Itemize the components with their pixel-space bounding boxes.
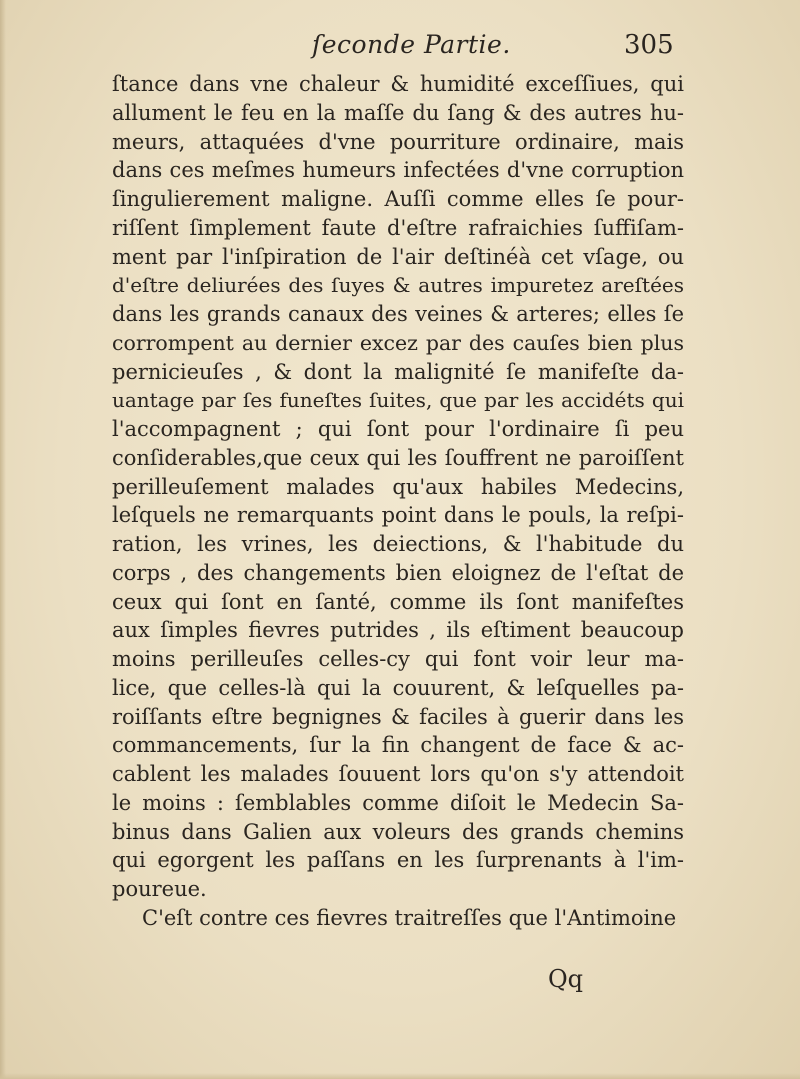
text-line: lice, que celles-là qui la couurent, & leſquelles pa- xyxy=(112,675,684,700)
text-line: commancements, ſur la fin changent de face & ac- xyxy=(112,733,684,758)
page-bottom-shadow xyxy=(0,1073,800,1079)
text-line: ment par l'inſpiration de l'air deſtinéà cet vſage, ou xyxy=(112,244,684,269)
page-header xyxy=(0,30,800,66)
text-line: ration, les vrines, les deiections, & l'habitude du xyxy=(112,532,684,556)
text-line: allument le feu en la maſſe du ſang & des autres hu- xyxy=(112,100,684,125)
text-line: pernicieuſes , & dont la malignité ſe manifeſte da- xyxy=(112,359,684,384)
text-line: meurs, attaquées d'vne pourriture ordinaire, mais xyxy=(112,129,684,154)
text-line: le moins : ſemblables comme diſoit le Medecin Sa- xyxy=(112,790,684,815)
text-line: moins perilleuſes celles-cy qui font voir leur ma- xyxy=(112,647,684,671)
text-line: corps , des changements bien eloignez de l'eſtat de xyxy=(112,560,684,585)
text-line: ſingulierement maligne. Auſſi comme elles ſe pour- xyxy=(112,187,684,211)
text-line: ſtance dans vne chaleur & humidité exceſſiues, qui xyxy=(112,72,684,96)
text-line: d'eſtre deliurées des ſuyes & autres impuretez areſtées xyxy=(112,273,684,298)
body-text xyxy=(112,70,684,933)
running-head: ſeconde Partie. xyxy=(312,30,511,59)
text-line: dans les grands canaux des veines & arteres; elles ſe xyxy=(112,302,684,326)
page-edge-shadow xyxy=(0,0,6,1079)
text-line: riſſent ſimplement faute d'eſtre rafraichies ſuffiſam- xyxy=(112,215,684,240)
page-number: 305 xyxy=(624,30,674,60)
text-line: aux ſimples fievres putrides , ils eſtiment beaucoup xyxy=(112,618,684,643)
text-line: conſiderables,que ceux qui les ſouffrent ne paroiſſent xyxy=(112,445,684,470)
signature-mark: Qq xyxy=(548,965,584,993)
text-line: binus dans Galien aux voleurs des grands chemins xyxy=(112,819,684,844)
text-line: roiſſants eſtre begnignes & faciles à guerir dans les xyxy=(112,704,684,729)
text-line: leſquels ne remarquants point dans le pouls, la reſpi- xyxy=(112,503,684,528)
text-line: perilleuſement malades qu'aux habiles Medecins, xyxy=(112,474,684,499)
text-line: l'accompagnent ; qui ſont pour l'ordinaire ſi peu xyxy=(112,417,684,441)
text-line: cablent les malades ſouuent lors qu'on s'y attendoit xyxy=(112,762,684,786)
text-line: poureue. xyxy=(112,877,207,901)
text-line: dans ces meſmes humeurs infectées d'vne corruption xyxy=(112,158,684,183)
text-line: uantage par ſes funeſtes ſuites, que par les accidéts qui xyxy=(112,388,684,413)
text-line: corrompent au dernier excez par des cauſes bien plus xyxy=(112,330,684,355)
text-line: C'eſt contre ces fievres traitreſſes que l'Antimoine xyxy=(142,905,677,930)
text-line: ceux qui ſont en ſanté, comme ils ſont manifeſtes xyxy=(112,589,684,614)
text-line: qui egorgent les paſſans en les ſurprenants à l'im- xyxy=(112,848,684,873)
